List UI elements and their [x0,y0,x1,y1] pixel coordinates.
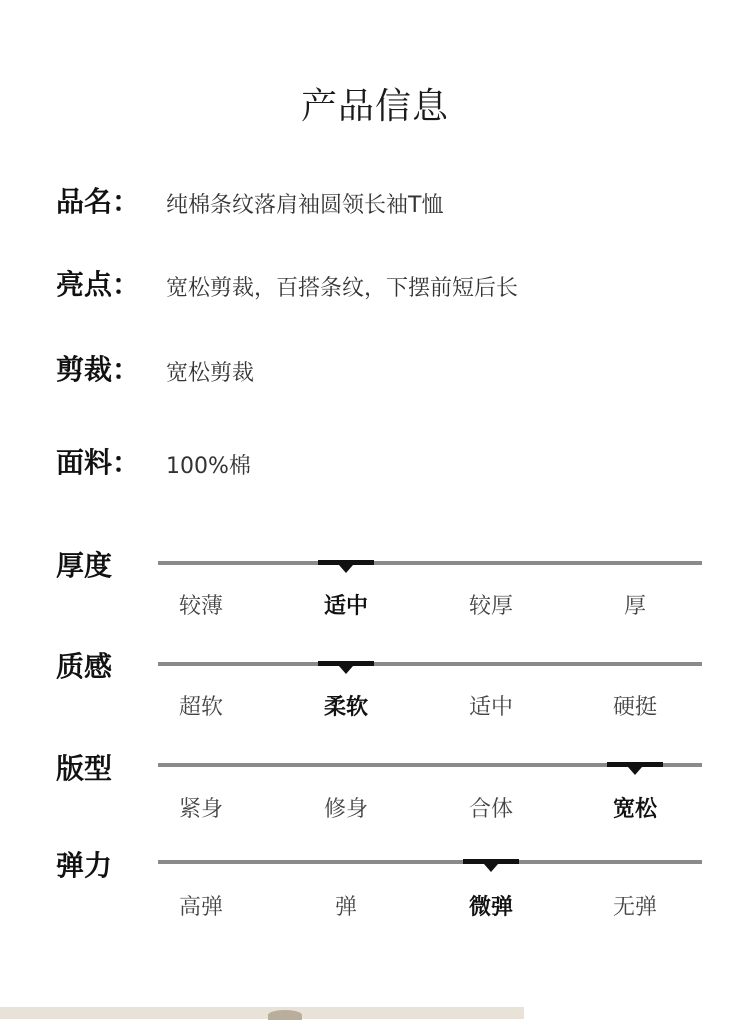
info-value: 宽松剪裁，百搭条纹，下摆前短后长 [166,276,519,301]
scale-option: 弹 [334,895,357,920]
scale-option: 较薄 [178,594,223,619]
product-photo [0,1007,524,1019]
info-label: 品名： [56,185,141,218]
scale-option: 较厚 [468,594,513,619]
info-value: 宽松剪裁 [166,361,255,386]
info-row-name [56,180,716,220]
scale-option: 微弹 [468,895,513,920]
scale-option: 紧身 [178,797,223,822]
info-row-highlight [56,263,716,303]
page-title: 产品信息 [300,86,449,127]
scale-option: 修身 [323,797,368,822]
info-label: 亮点： [56,268,141,301]
scale-option: 硬挺 [612,695,657,720]
scale-label-thickness: 厚度 [56,549,113,582]
scale-option: 超软 [178,695,223,720]
scale-option: 适中 [468,695,513,720]
scale-label-texture: 质感 [56,650,113,683]
scale-marker [463,859,519,864]
scale-marker [607,762,663,767]
info-row-fabric [56,441,716,481]
info-value: 100%棉 [166,454,251,479]
scale-option: 柔软 [323,695,368,720]
scale-option: 适中 [323,594,368,619]
scale-option: 厚 [623,594,646,619]
info-label: 面料： [56,446,141,479]
scale-track [158,763,702,767]
info-label: 剪裁： [56,353,141,386]
scale-track [158,662,702,666]
scale-track [158,561,702,565]
scale-label-stretch: 弹力 [56,849,113,882]
scale-marker [318,560,374,565]
scale-track [158,860,702,864]
scale-marker [318,661,374,666]
scale-option: 无弹 [612,895,657,920]
info-value: 纯棉条纹落肩袖圆领长袖T恤 [166,193,444,218]
info-row-cut [56,348,716,388]
scale-option: 宽松 [612,797,657,822]
scale-label-fit: 版型 [56,752,113,785]
scale-option: 合体 [468,797,513,822]
scale-option: 高弹 [178,895,223,920]
